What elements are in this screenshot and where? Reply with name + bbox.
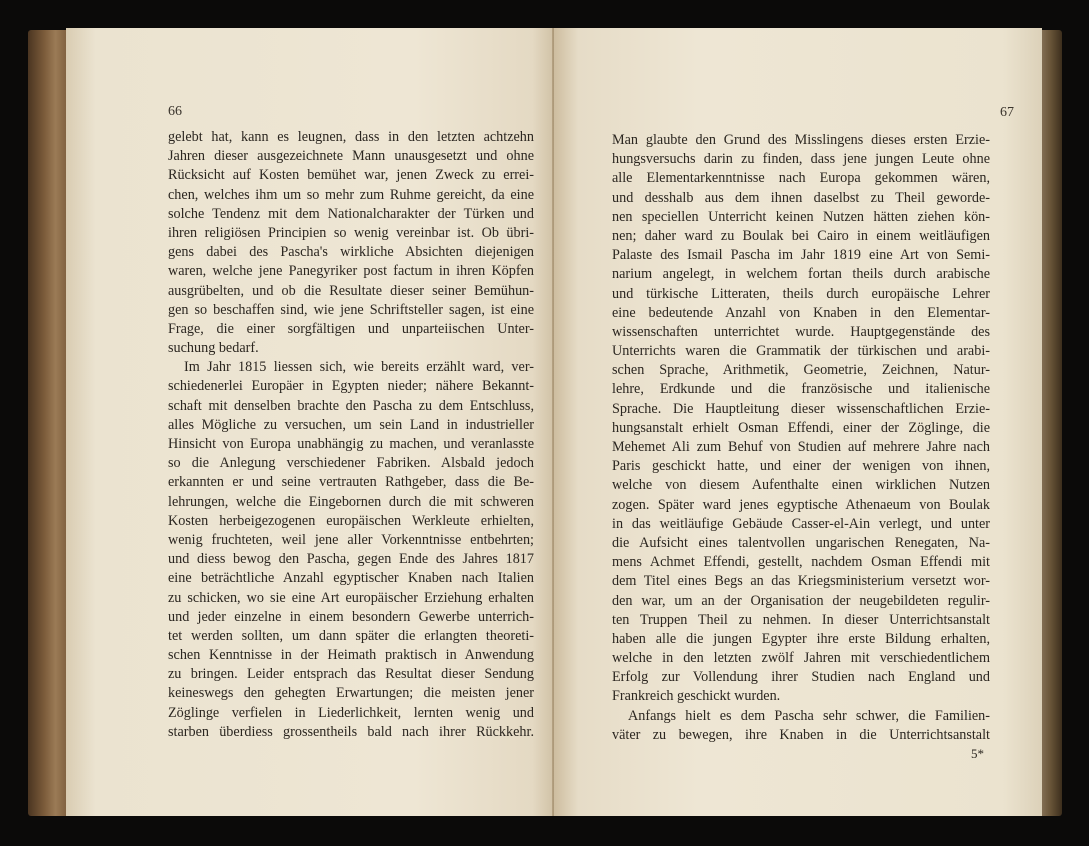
text-line: in das weitläufige Gebäude Casser-el-Ain verlegt, und unter xyxy=(612,515,990,532)
right-page-text xyxy=(612,131,990,763)
left-page-number: 66 xyxy=(168,104,182,119)
text-line: Kosten herbeigezogenen europäischen Werkleute erhielten, xyxy=(168,512,534,529)
text-line: welche von diesem Aufenthalte einen wirklichen Nutzen xyxy=(612,477,990,494)
text-line: zu bringen. Leider entsprach das Resultat dieser Sendung xyxy=(168,666,534,683)
left-page-text xyxy=(168,128,534,742)
text-line: Mehemet Ali zum Behuf von Studien auf mehrere Jahre nach xyxy=(612,439,990,455)
right-page-number: 67 xyxy=(1000,105,1014,120)
text-line: narium angelegt, in welchem fortan theils durch arabische xyxy=(612,266,990,283)
text-line: gelebt hat, kann es leugnen, dass in den letzten achtzehn xyxy=(168,129,534,145)
text-line: solche Tendenz mit dem Nationalcharakter der Türken und xyxy=(168,205,534,222)
text-line: Anfangs hielt es dem Pascha sehr schwer, die Familien- xyxy=(628,707,990,724)
text-line: lehre, Erdkunde und die französische und italienische xyxy=(612,381,990,398)
text-line: Jahren dieser ausgezeichnete Mann unausgesetzt und ohne xyxy=(168,148,534,165)
text-line: chen, welches ihm um so mehr zum Ruhme gereicht, da eine xyxy=(168,186,534,203)
text-line: eine beträchtliche Anzahl egyptischer Knaben nach Italien xyxy=(168,570,534,587)
text-line: Paris geschickt hatte, und einer der wenigen von ihnen, xyxy=(612,458,990,475)
text-line: alles Mögliche zu versuchen, um sein Land in industrieller xyxy=(168,416,534,433)
signature-mark: 5* xyxy=(971,746,984,761)
text-line: Sprache. Die Hauptleitung dieser wissenschaftlichen Erzie- xyxy=(612,400,990,417)
text-line: ausgrübelten, und ob die Resultate dieser seiner Bemühun- xyxy=(168,282,534,299)
text-line: Frankreich geschickt wurden. xyxy=(612,688,781,705)
text-line: nen; daher ward zu Boulak bei Cairo in einem weitläufigen xyxy=(612,227,990,244)
text-line: und desshalb aus dem ihnen daselbst zu Theil geworde- xyxy=(612,189,990,206)
text-line: schaft mit denselben brachte den Pascha zu dem Entschluss, xyxy=(168,397,534,414)
text-line: den war, um an der Organisation der neugebildeten regulir- xyxy=(612,592,990,609)
text-line: dem Titel eines Begs an das Kriegsministerium versetzt wor- xyxy=(612,573,990,590)
text-line: starben überdiess grossentheils bald nach ihrer Rückkehr. xyxy=(168,723,534,740)
text-line: hungsversuchs darin zu finden, dass jene jungen Leute ohne xyxy=(612,151,990,168)
text-line: väter zu bewegen, ihre Knaben in die Unterrichtsanstalt xyxy=(612,726,990,743)
text-line: hungsanstalt erhielt Osman Effendi, einer der Zöglinge, die xyxy=(612,419,990,436)
text-line: mens Achmet Effendi, gestellt, nachdem Osman Effendi mit xyxy=(612,554,990,571)
text-line: lehrungen, welche die Eingebornen durch die mit schweren xyxy=(168,493,534,510)
text-line: schiedenerlei Europäer in Egypten nieder; nähere Bekannt- xyxy=(168,378,534,395)
text-line: suchung bedarf. xyxy=(168,340,259,357)
text-line: welche in den letzten zwölf Jahren mit verschiedentlichem xyxy=(612,650,990,667)
text-line: alle Elementarkenntnisse nach Europa gekommen wären, xyxy=(612,170,990,187)
text-line: tet werden sollten, um dann später die erlangten theoreti- xyxy=(168,627,534,644)
text-line: Man glaubte den Grund des Misslingens dieses ersten Erzie- xyxy=(612,132,990,148)
text-line: und diess bewog den Pascha, gegen Ende des Jahres 1817 xyxy=(168,551,534,568)
text-line: wissenschaften unterrichtet wurde. Hauptgegenstände des xyxy=(612,323,990,340)
text-line: nen speciellen Unterricht keinen Nutzen hätten ziehen kön- xyxy=(612,208,990,225)
text-line: Palaste des Ismail Pascha im Jahr 1819 eine Art von Semi- xyxy=(612,247,990,264)
text-line: Frage, die einer sorgfältigen und unparteiischen Unter- xyxy=(168,320,534,337)
text-line: gens dabei des Pascha's wirkliche Absichten diejenigen xyxy=(168,244,534,261)
text-line: so die Anlegung verschiedener Fabriken. Alsbald jedoch xyxy=(168,455,534,472)
text-line: gen so beschaffen sind, wie jene Schriftsteller sagen, ist eine xyxy=(168,301,534,318)
text-line: wenig fruchteten, weil jene aller Vorkenntnisse entbehrten; xyxy=(168,531,534,548)
text-line: Zöglinge verfielen in Liederlichkeit, lernten wenig und xyxy=(168,704,534,721)
text-line: Hinsicht von Europa unabhängig zu machen, und veranlasste xyxy=(168,436,534,452)
text-line: schen Sprache, Arithmetik, Geometrie, Zeichnen, Natur- xyxy=(612,362,990,379)
text-line: keineswegs den gehegten Erwartungen; die meisten jener xyxy=(168,685,534,702)
text-line: ten Truppen Theil zu nehmen. In dieser Unterrichtsanstalt xyxy=(612,611,990,628)
text-line: Erfolg zur Vollendung ihrer Studien nach England und xyxy=(612,669,990,686)
right-page xyxy=(554,28,1042,816)
text-line: Rücksicht auf Kosten bemühet war, jenen Zweck zu errei- xyxy=(168,167,534,184)
text-line: ihren religiösen Principien so wenig vereinbar ist. Ob übri- xyxy=(168,224,534,241)
text-line: und jeder einzelne in einem besondern Gewerbe unterrich- xyxy=(168,608,534,625)
text-line: zogen. Später ward jenes egyptische Athenaeum von Boulak xyxy=(612,496,990,513)
text-line: waren, welche jene Panegyriker post factum in ihren Köpfen xyxy=(168,263,534,280)
text-line: und türkische Litteraten, theils durch europäische Lehrer xyxy=(612,285,990,302)
text-line: eine bedeutende Anzahl von Knaben in den Elementar- xyxy=(612,304,990,321)
text-line: Unterrichts waren die Grammatik der türkischen und arabi- xyxy=(612,343,990,360)
text-line: schen Kenntnisse in der Heimath praktisch in Anwendung xyxy=(168,647,534,664)
text-line: Im Jahr 1815 liessen sich, wie bereits erzählt ward, ver- xyxy=(184,359,534,376)
text-line: zu schicken, wo sie eine Art europäischer Erziehung erhalten xyxy=(168,589,534,606)
text-line: die Aufsicht eines talentvollen ungarischen Renegaten, Na- xyxy=(612,534,990,551)
left-page xyxy=(66,28,562,816)
open-book xyxy=(28,22,1062,822)
text-line: erkannten er und seine vertrauten Rathgeber, dass die Be- xyxy=(168,474,534,491)
text-line: haben alle die jungen Egypter ihre erste Bildung erhalten, xyxy=(612,630,990,647)
